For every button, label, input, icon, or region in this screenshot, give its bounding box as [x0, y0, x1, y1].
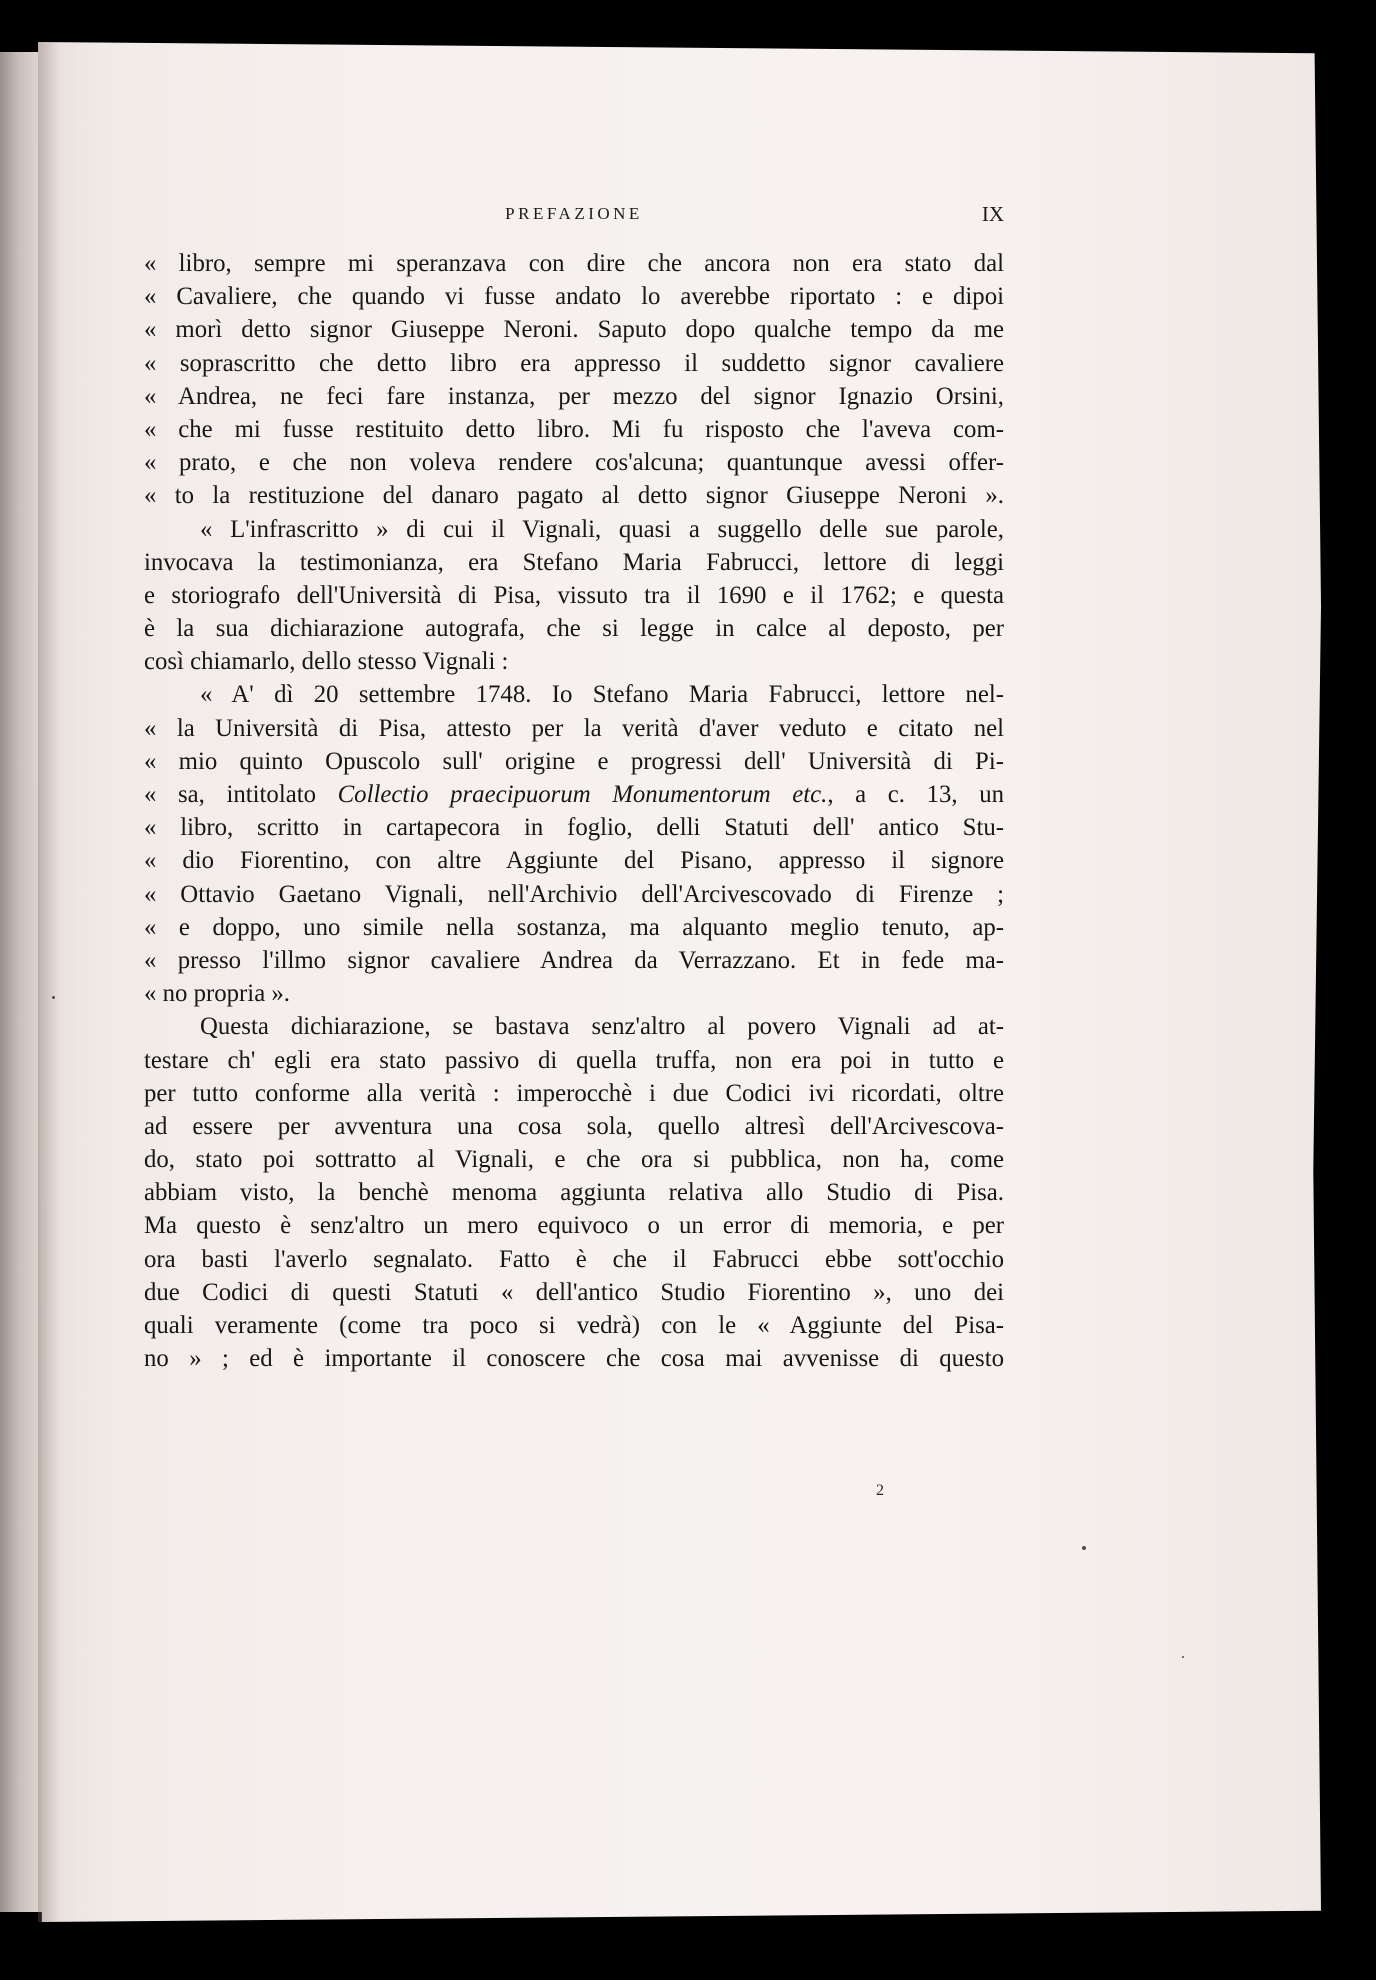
text-line: « sa, intitolato Collectio praecipuorum Monumentorum etc., a c. 13, un [144, 781, 1004, 808]
text-line: « soprascritto che detto libro era appresso il suddetto signor cavaliere [144, 349, 1004, 377]
text-line: « A' dì 20 settembre 1748. Io Stefano Maria Fabrucci, lettore nel- [200, 681, 1004, 709]
text-line: « prato, e che non voleva rendere cos'alcuna; quantunque avessi offer- [144, 449, 1004, 477]
text-line: invocava la testimonianza, era Stefano Maria Fabrucci, lettore di leggi [144, 548, 1004, 576]
text-line: « mio quinto Opuscolo sull' origine e progressi dell' Università di Pi- [144, 747, 1004, 775]
text-line: testare ch' egli era stato passivo di quella truffa, non era poi in tutto e [144, 1046, 1004, 1074]
text-line: do, stato poi sottratto al Vignali, e che ora si pubblica, non ha, come [144, 1146, 1004, 1174]
signature-mark: 2 [876, 1482, 884, 1499]
paper-speck [1082, 1546, 1086, 1550]
text-line: quali veramente (come tra poco si vedrà) con le « Aggiunte del Pisa- [144, 1312, 1004, 1339]
gutter-shadow [38, 42, 60, 1922]
text-line: « libro, sempre mi speranzava con dire che ancora non era stato dal [144, 250, 1004, 277]
body-text [144, 247, 1004, 1375]
text-line: « to la restituzione del danaro pagato al detto signor Giuseppe Neroni ». [144, 482, 1004, 510]
page-number-roman: IX [981, 202, 1004, 226]
running-title: PREFAZIONE [505, 204, 643, 223]
text-line: e storiografo dell'Università di Pisa, vissuto tra il 1690 e il 1762; e questa [144, 581, 1004, 609]
text-line: « L'infrascritto » di cui il Vignali, quasi a suggello delle sue parole, [200, 515, 1004, 543]
text-line: ad essere per avventura una cosa sola, quello altresì dell'Arcivescova- [144, 1112, 1004, 1140]
text-line: per tutto conforme alla verità : imperocchè i due Codici ivi ricordati, oltre [144, 1079, 1004, 1107]
text-line: è la sua dichiarazione autografa, che si legge in calce al deposto, per [144, 615, 1004, 643]
italic-title: Collectio praecipuorum Monumentorum etc. [337, 781, 828, 808]
text-line: no » ; ed è importante il conoscere che cosa mai avvenisse di questo [144, 1345, 1004, 1373]
text-line: due Codici di questi Statuti « dell'antico Studio Fiorentino », uno dei [144, 1278, 1004, 1306]
text-line: « morì detto signor Giuseppe Neroni. Saputo dopo qualche tempo da me [144, 316, 1004, 344]
text-line: Ma questo è senz'altro un mero equivoco o un error di memoria, e per [144, 1212, 1004, 1240]
text-line: abbiam visto, la benchè menoma aggiunta relativa allo Studio di Pisa. [144, 1179, 1004, 1207]
text-line: « presso l'illmo signor cavaliere Andrea da Verrazzano. Et in fede ma- [144, 946, 1004, 974]
text-line: « Cavaliere, che quando vi fusse andato lo averebbe riportato : e dipoi [144, 283, 1004, 311]
paper-speck [52, 996, 55, 999]
text-line: Questa dichiarazione, se bastava senz'altro al povero Vignali ad at- [200, 1013, 1004, 1041]
text-line: « dio Fiorentino, con altre Aggiunte del Pisano, appresso il signore [144, 847, 1004, 875]
text-line: così chiamarlo, dello stesso Vignali : [144, 648, 509, 676]
text-line: « no propria ». [144, 980, 290, 1008]
text-line: ora basti l'averlo segnalato. Fatto è che il Fabrucci ebbe sott'occhio [144, 1245, 1004, 1273]
text-line: « Andrea, ne feci fare instanza, per mezzo del signor Ignazio Orsini, [144, 382, 1004, 410]
text-line: « la Università di Pisa, attesto per la verità d'aver veduto e citato nel [144, 714, 1004, 742]
page-header [144, 204, 1004, 234]
text-line: « e doppo, uno simile nella sostanza, ma alquanto meglio tenuto, ap- [144, 913, 1004, 941]
text-line: « Ottavio Gaetano Vignali, nell'Archivio dell'Arcivescovado di Firenze ; [144, 880, 1004, 908]
text-line: « che mi fusse restituito detto libro. Mi fu risposto che l'aveva com- [144, 415, 1004, 443]
paper-speck [1182, 1656, 1184, 1658]
text-line: « libro, scritto in cartapecora in foglio, delli Statuti dell' antico Stu- [144, 814, 1004, 842]
